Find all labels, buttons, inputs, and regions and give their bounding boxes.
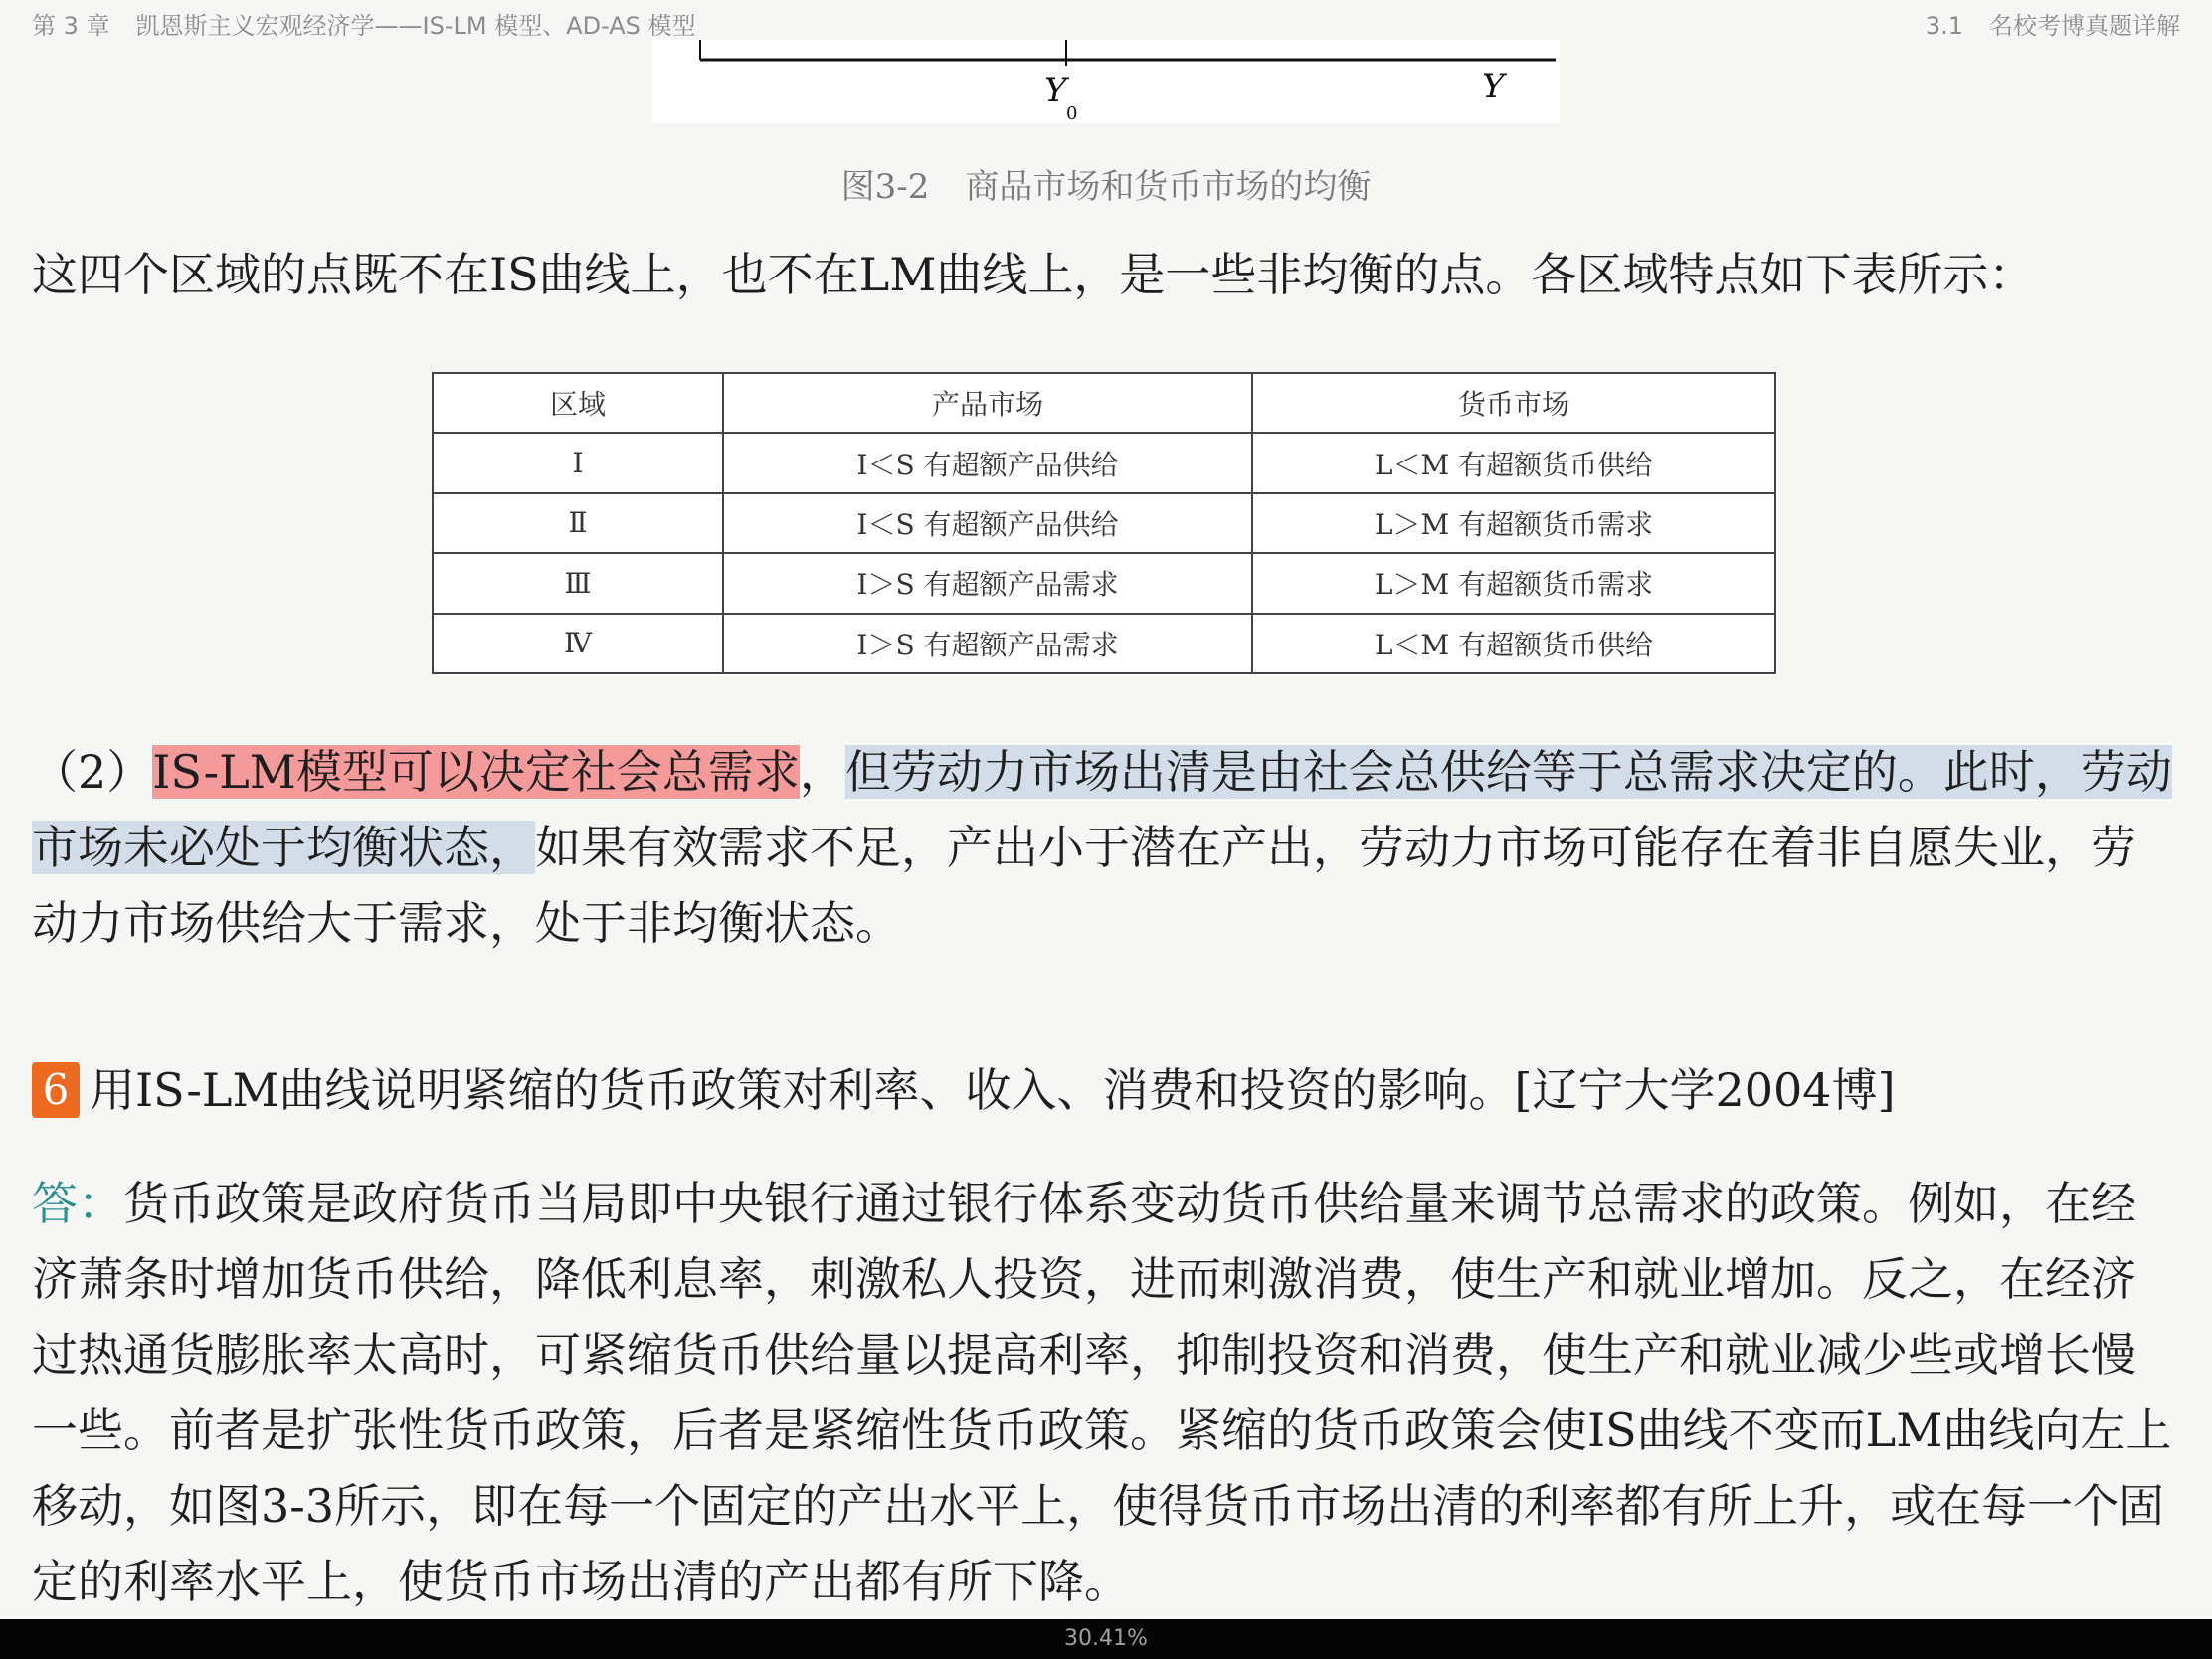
- answer-text: 货币政策是政府货币当局即中央银行通过银行体系变动货币供给量来调节总需求的政策。例如，在经济萧条时增加货币供给，降低利息率，刺激私人投资，进而刺激消费，使生产和就业增加。反之，在经济过热通货膨胀率太高时，可紧缩货币供给量以提高利率，抑制投资和消费，使生产和就业减少些或增长慢一些。前者是扩张性货币政策，后者是紧缩性货币政策。紧缩的货币政策会使IS曲线不变而LM曲线向左上移动，如图3-3所示，即在每一个固定的产出水平上，使得货币市场出清的利率都有所上升，或在每一个固定的利率水平上，使货币市场出清的产出都有所下降。: [32, 1177, 2172, 1608]
- paragraph-2: [32, 734, 2180, 961]
- progress-percent: 30.41%: [1064, 1626, 1148, 1651]
- figure-caption: [0, 159, 2212, 208]
- product-market-cell: I＜S 有超额产品供给: [723, 493, 1252, 553]
- y0-subscript: 0: [1066, 103, 1078, 123]
- chapter-heading: [32, 6, 696, 41]
- y-axis-label: Y: [1482, 67, 1505, 106]
- product-market-cell: I＞S 有超额产品需求: [723, 614, 1252, 673]
- page-header: [0, 0, 2212, 40]
- question-6: [32, 1052, 2180, 1128]
- red-highlight[interactable]: IS-LM模型可以决定社会总需求: [152, 745, 800, 799]
- regions-table-container: [432, 372, 1778, 676]
- answer-label: 答：: [32, 1177, 123, 1230]
- figure-axis: [652, 40, 1560, 123]
- table-row: [433, 553, 1775, 613]
- table-row: [433, 614, 1775, 673]
- answer-paragraph: [32, 1166, 2180, 1619]
- figure-3-2-crop: [652, 40, 1560, 123]
- header-cell: 区域: [433, 373, 723, 433]
- product-market-cell: I＞S 有超额产品需求: [723, 553, 1252, 613]
- money-market-cell: L＞M 有超额货币需求: [1252, 493, 1775, 553]
- comma: ，: [799, 745, 845, 799]
- table-row: [433, 493, 1775, 553]
- section-number: 3.1: [1925, 12, 1963, 40]
- region-cell: Ⅱ: [433, 493, 723, 553]
- region-cell: Ⅰ: [433, 433, 723, 492]
- question-number-badge: 6: [32, 1062, 80, 1118]
- money-market-cell: L＞M 有超额货币需求: [1252, 553, 1775, 613]
- table-header-row: [433, 373, 1775, 433]
- y0-label: Y: [1044, 71, 1067, 110]
- region-cell: Ⅲ: [433, 553, 723, 613]
- reading-progress-bar: [0, 1619, 2212, 1659]
- region-cell: Ⅳ: [433, 614, 723, 673]
- blue-highlight[interactable]: 但劳动力市场出清是由社会总供给等于总需求决定的。此时，劳动市场未必处于均衡状态，: [32, 745, 2172, 874]
- chapter-number: 第 3 章: [32, 12, 110, 40]
- section-heading: [1926, 6, 2180, 41]
- paragraph-2-rest: 如果有效需求不足，产出小于潜在产出，劳动力市场可能存在着非自愿失业，劳动力市场供给大于需求，处于非均衡状态。: [32, 821, 2136, 950]
- product-market-cell: I＜S 有超额产品供给: [723, 433, 1252, 492]
- money-market-cell: L＜M 有超额货币供给: [1252, 614, 1775, 673]
- table-row: [433, 433, 1775, 492]
- caption-number: 图3-2: [840, 167, 930, 207]
- money-market-cell: L＜M 有超额货币供给: [1252, 433, 1775, 492]
- regions-table: [432, 372, 1776, 674]
- caption-text: 商品市场和货币市场的均衡: [965, 167, 1372, 207]
- intro-paragraph: 这四个区域的点既不在IS曲线上，也不在LM曲线上，是一些非均衡的点。各区域特点如下表所示：: [32, 248, 2035, 301]
- header-cell: 产品市场: [723, 373, 1252, 433]
- chapter-title: 凯恩斯主义宏观经济学——IS-LM 模型、AD-AS 模型: [135, 12, 696, 40]
- item-number: （2）: [32, 745, 153, 799]
- question-text: 用IS-LM曲线说明紧缩的货币政策对利率、收入、消费和投资的影响。[辽宁大学2004博]: [90, 1063, 1896, 1117]
- header-cell: 货币市场: [1252, 373, 1775, 433]
- section-title: 名校考博真题详解: [1989, 12, 2180, 40]
